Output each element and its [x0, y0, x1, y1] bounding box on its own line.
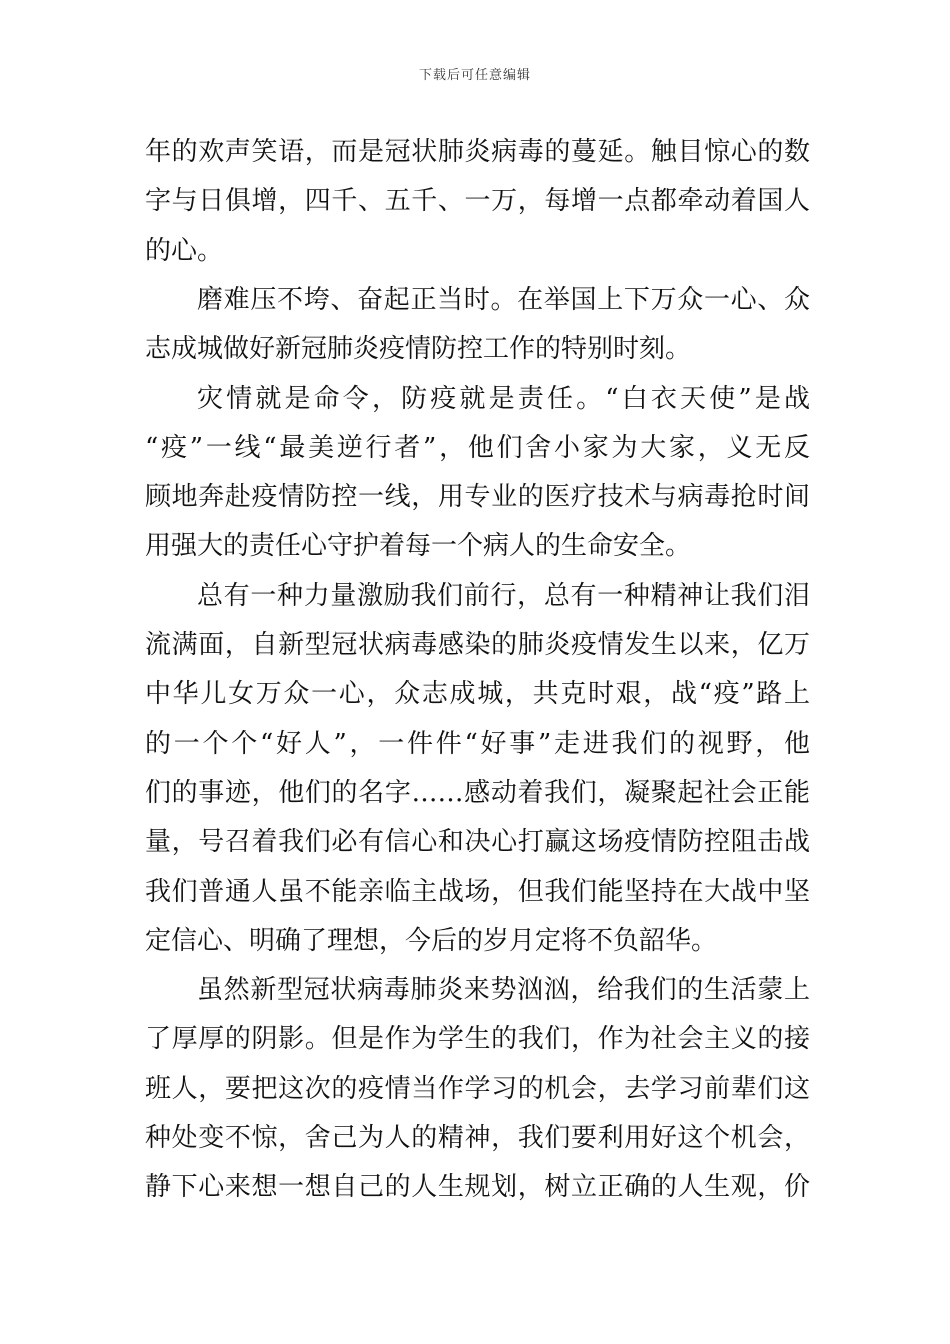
- text-line: 定信心、明确了理想，今后的岁月定将不负韶华。: [145, 925, 718, 956]
- text-line: 年的欢声笑语，而是冠状肺炎病毒的蔓延。触目惊心的数: [145, 137, 810, 167]
- text-line: 种处变不惊，舍己为人的精神，我们要利用好这个机会，: [145, 1123, 810, 1153]
- text-line: 顾地奔赴疫情防控一线，用专业的医疗技术与病毒抢时间: [145, 482, 810, 513]
- text-line: 们的事迹，他们的名字……感动着我们，凝聚起社会正能: [145, 777, 810, 808]
- text-line: 中华儿女万众一心，众志成城，共克时艰，战“疫”路上: [145, 679, 810, 710]
- text-line: 我们普通人虽不能亲临主战场，但我们能坚持在大战中坚: [145, 876, 810, 907]
- text-line: 流满面，自新型冠状病毒感染的肺炎疫情发生以来，亿万: [145, 630, 810, 660]
- text-line: 了厚厚的阴影。但是作为学生的我们，作为社会主义的接: [145, 1024, 810, 1055]
- text-line: 的一个个“好人”，一件件“好事”走进我们的视野，他: [145, 728, 810, 759]
- text-line: 班人，要把这次的疫情当作学习的机会，去学习前辈们这: [145, 1073, 810, 1104]
- text-line: 静下心来想一想自己的人生规划，树立正确的人生观，价: [145, 1172, 810, 1203]
- text-line: 磨难压不垮、奋起正当时。在举国上下万众一心、众: [197, 284, 810, 315]
- text-line: 的心。: [145, 235, 224, 266]
- text-line: 灾情就是命令，防疫就是责任。“白衣天使”是战: [197, 383, 810, 414]
- text-line: 虽然新型冠状病毒肺炎来势汹汹，给我们的生活蒙上: [197, 975, 810, 1006]
- header-note: 下载后可任意编辑: [418, 68, 531, 83]
- text-line: “疫”一线“最美逆行者”，他们舍小家为大家，义无反: [145, 432, 810, 463]
- text-line: 总有一种力量激励我们前行，总有一种精神让我们泪: [197, 580, 810, 611]
- text-line: 志成城做好新冠肺炎疫情防控工作的特别时刻。: [145, 334, 692, 365]
- text-line: 用强大的责任心守护着每一个病人的生命安全。: [145, 531, 692, 562]
- text-line: 量，号召着我们必有信心和决心打赢这场疫情防控阻击战: [145, 827, 810, 858]
- text-line: 字与日俱增，四千、五千、一万，每增一点都牵动着国人: [145, 186, 810, 217]
